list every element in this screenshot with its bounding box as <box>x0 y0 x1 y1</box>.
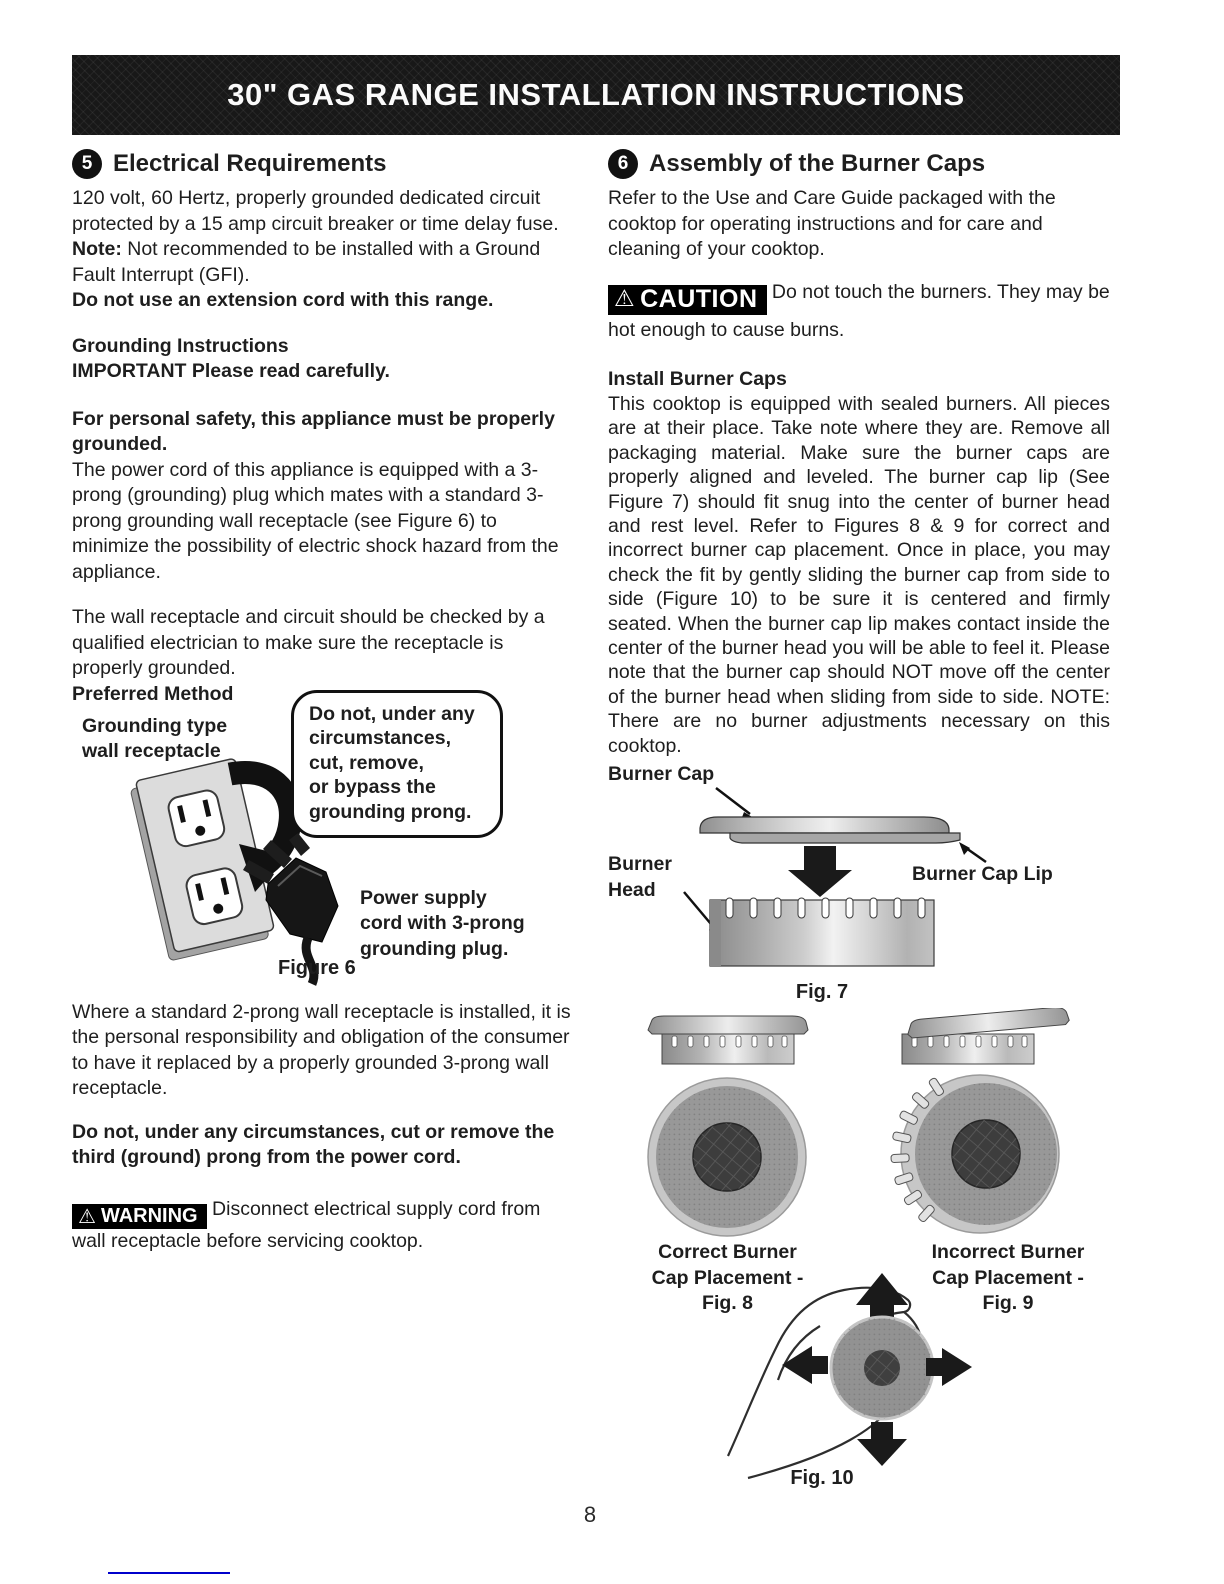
no-extension-cord-line: Do not use an extension cord with this range. <box>72 289 494 311</box>
caution-badge-label: CAUTION <box>640 284 758 313</box>
caution-paragraph <box>608 277 1110 345</box>
figure-7-caption: Fig. 7 <box>795 981 849 1004</box>
electrician-paragraph: The wall receptacle and circuit should be checked by a qualified electrician to make sure the receptacle is properly grounded. <box>72 606 545 679</box>
caution-triangle-icon: ⚠ <box>614 285 636 312</box>
figures-8-9-10 <box>608 1008 1110 1491</box>
figure-9-label: Incorrect Burner Cap Placement - Fig. 9 <box>931 1241 1085 1315</box>
warning-text: Disconnect electrical supply cord from wall receptacle before servicing cooktop. <box>72 1197 541 1252</box>
burner-cap-label: Burner Cap <box>608 763 715 786</box>
footer-link-line <box>108 1572 230 1574</box>
receptacle-label: Grounding type wall receptacle <box>82 714 228 762</box>
left-arrow <box>782 1346 828 1384</box>
section-6-heading <box>608 148 1110 180</box>
figure-6 <box>72 682 572 986</box>
burner-head-label: Burner Head <box>608 853 672 901</box>
intro-text: 120 volt, 60 Hertz, properly grounded dedicated circuit protected by a 15 amp circuit breaker or time delay fuse. <box>72 187 559 235</box>
install-burner-caps-heading: Install Burner Caps <box>608 367 787 390</box>
note-label: Note: <box>72 238 122 260</box>
page-header-bar <box>72 55 1120 135</box>
section-6-number-icon: 6 <box>608 149 638 179</box>
cap-disc <box>831 1317 933 1419</box>
caution-badge <box>608 285 767 315</box>
power-cord-paragraph: The power cord of this appliance is equipped with a 3-prong (grounding) plug which mates with a standard 3-prong grounding wall receptacle (see Figure 6) to minimize the possibility of electric shock hazard from the appliance. <box>72 458 559 583</box>
figure-8-label: Correct Burner Cap Placement - Fig. 8 <box>651 1241 804 1315</box>
incorrect-side-view <box>902 1008 1070 1064</box>
page-title: 30" GAS RANGE INSTALLATION INSTRUCTIONS <box>227 77 965 112</box>
section-5-number-icon: 5 <box>72 149 102 179</box>
two-prong-paragraph: Where a standard 2-prong wall receptacle is installed, it is the personal responsibility and obligation of the consumer to have it replaced by a properly grounded 3-prong wall receptacle. <box>72 1000 571 1099</box>
assembly-intro-paragraph: Refer to the Use and Care Guide packaged with the cooktop for operating instructions and for care and cleaning of your cooktop. <box>608 187 1056 260</box>
down-arrow <box>857 1422 907 1466</box>
figure-6-caption: Figure 6 <box>278 956 356 979</box>
section-5-heading <box>72 148 572 180</box>
correct-side-view <box>648 1016 808 1064</box>
install-burner-caps-paragraph: This cooktop is equipped with sealed burners. All pieces are at their place. Take note where they are. Remove all packaging material. Make sure the burner caps are properly aligned and leveled. The burner cap lip (See Figure 7) should fit snug into the center of burner head and rest level. Refer to Figures 8 & 9 for correct and incorrect burner cap placement. Once in place, you may check the fit by gently sliding the burner cap from side to side (Figure 10) to be sure it is centered and firmly seated. When the burner cap lip makes contact inside the center of the burner head you will be able to feel it. Please note that the burner cap should NOT move off the center of the burner head when sliding from side to side. NOTE: There are no burner adjustments necessary on this cooktop. <box>608 393 1110 757</box>
preferred-method-label: Preferred Method <box>72 682 234 705</box>
warning-badge <box>72 1204 207 1229</box>
page-number: 8 <box>583 1502 597 1527</box>
figure-10-caption: Fig. 10 <box>790 1467 854 1490</box>
correct-top-view <box>648 1078 806 1236</box>
burner-cap-lip-label: Burner Cap Lip <box>912 863 1053 886</box>
incorrect-top-view <box>891 1075 1059 1233</box>
warning-paragraph <box>72 1197 572 1255</box>
power-supply-cord-label: Power supply cord with 3-prong grounding plug. <box>360 886 525 960</box>
section-6-title: Assembly of the Burner Caps <box>649 150 986 178</box>
do-not-cut-paragraph: Do not, under any circumstances, cut or remove the third (ground) prong from the power cord. <box>72 1120 555 1168</box>
caution-text: Do not touch the burners. They may be hot enough to cause burns. <box>608 280 1110 341</box>
warning-triangle-icon: ⚠ <box>78 1203 96 1228</box>
important-heading: IMPORTANT Please read carefully. <box>72 360 390 382</box>
note-text: Not recommended to be installed with a Ground Fault Interrupt (GFI). <box>72 238 541 286</box>
personal-safety-heading: For personal safety, this appliance must be properly grounded. <box>72 407 555 455</box>
grounding-prong-callout: Do not, under any circumstances, cut, remove, or bypass the grounding prong. <box>291 690 503 839</box>
figure-7 <box>608 760 1110 1008</box>
section-5-title: Electrical Requirements <box>113 150 387 178</box>
right-column <box>608 148 1110 1491</box>
electrical-intro-paragraph <box>72 186 572 288</box>
left-column <box>72 148 572 1254</box>
warning-badge-label: WARNING <box>100 1204 198 1227</box>
grounding-instructions-heading: Grounding Instructions <box>72 334 289 357</box>
